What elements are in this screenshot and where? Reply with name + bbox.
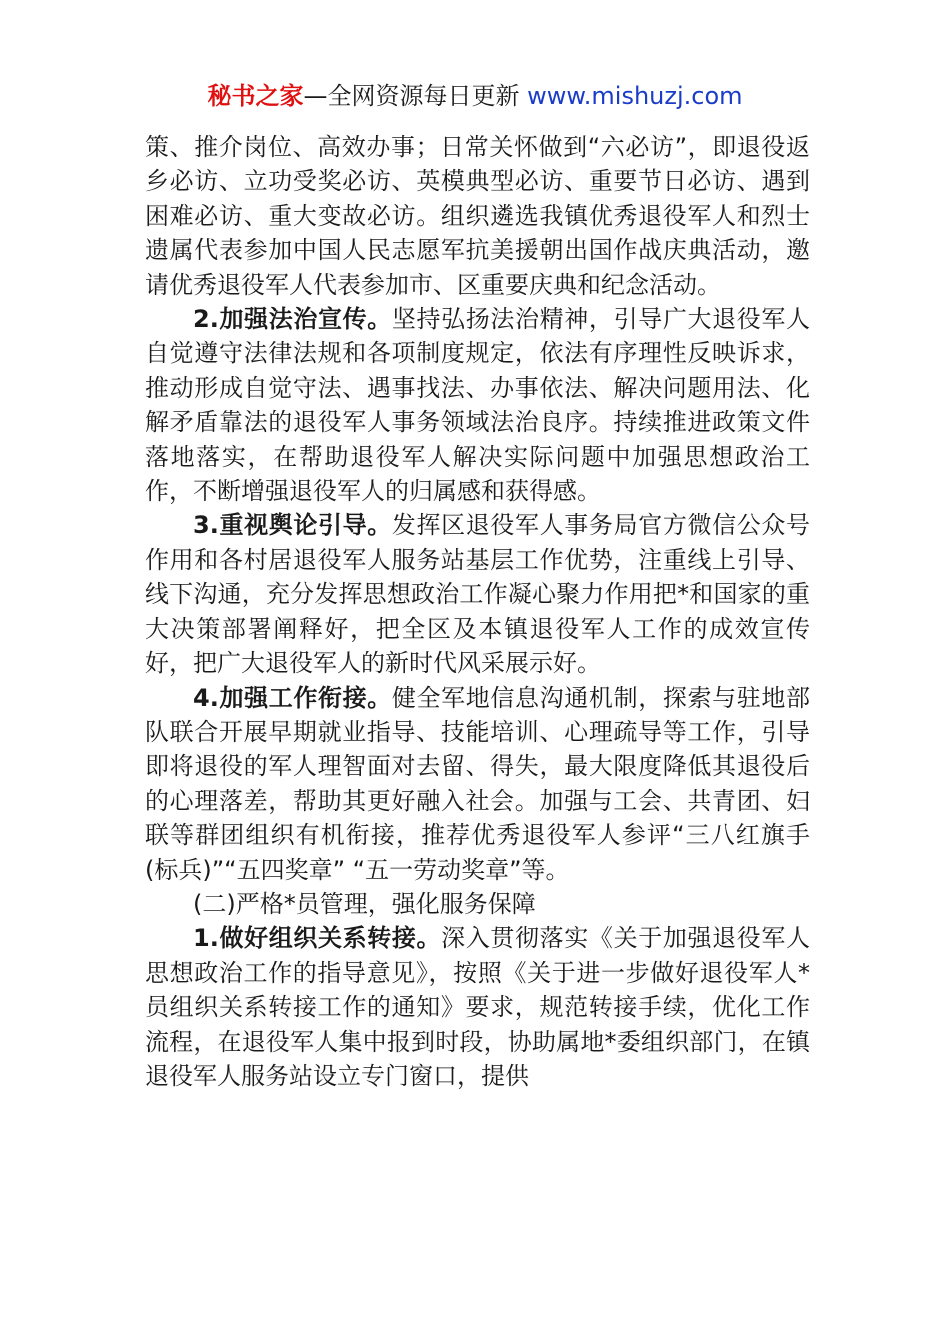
paragraph-public-opinion bbox=[145, 508, 810, 680]
paragraph-heading: 1.做好组织关系转接。 bbox=[193, 924, 442, 953]
paragraph-heading: 4.加强工作衔接。 bbox=[193, 683, 392, 712]
site-brand: 秘书之家 bbox=[207, 82, 304, 110]
paragraph-text: 坚持弘扬法治精神，引导广大退役军人自觉遵守法律法规和各项制度规定，依法有序理性反映诉求，推动形成自觉守法、遇事找法、办事依法、解决问题用法、化解矛盾靠法的退役军人事务领域法治良序。持续推进政策文件落地落实，在帮助退役军人解决实际问题中加强思想政治工作，不断增强退役军人的归属感和获得感。 bbox=[145, 305, 810, 506]
paragraph-heading: 3.重视舆论引导。 bbox=[193, 511, 392, 540]
site-tagline: —全网资源每日更新 bbox=[303, 82, 520, 110]
section-heading bbox=[145, 887, 810, 921]
paragraph-rule-of-law bbox=[145, 302, 810, 508]
paragraph-continuation bbox=[145, 130, 810, 302]
paragraph-heading: 2.加强法治宣传。 bbox=[193, 305, 392, 334]
paragraph-text: 策、推介岗位、高效办事；日常关怀做到“六必访”，即退役返乡必访、立功受奖必访、英模典型必访、重要节日必访、遇到困难必访、重大变故必访。组织遴选我镇优秀退役军人和烈士遗属代表参加中国人民志愿军抗美援朝出国作战庆典活动，邀请优秀退役军人代表参加市、区重要庆典和纪念活动。 bbox=[145, 133, 810, 299]
paragraph-text: 发挥区退役军人事务局官方微信公众号作用和各村居退役军人服务站基层工作优势，注重线上引导、线下沟通，充分发挥思想政治工作凝心聚力作用把*和国家的重大决策部署阐释好，把全区及本镇退役军人工作的成效宣传好，把广大退役军人的新时代风采展示好。 bbox=[145, 511, 810, 678]
section-heading-text: (二)严格*员管理，强化服务保障 bbox=[193, 889, 536, 918]
paragraph-text: 健全军地信息沟通机制，探索与驻地部队联合开展早期就业指导、技能培训、心理疏导等工作，引导即将退役的军人理智面对去留、得失，最大限度降低其退役后的心理落差，帮助其更好融入社会。加强与工会、共青团、妇联等群团组织有机衔接，推荐优秀退役军人参评“三八红旗手(标兵)”“五四奖章” “五一劳动奖章”等。 bbox=[145, 683, 810, 884]
document-body bbox=[145, 130, 810, 1093]
paragraph-work-connection bbox=[145, 681, 810, 887]
site-header bbox=[0, 80, 950, 112]
paragraph-organization-transfer bbox=[145, 921, 810, 1093]
paragraph-text: 深入贯彻落实《关于加强退役军人思想政治工作的指导意见》，按照《关于进一步做好退役军人*员组织关系转接工作的通知》要求，规范转接手续，优化工作流程，在退役军人集中报到时段，协助属地*委组织部门，在镇退役军人服务站设立专门窗口，提供 bbox=[145, 924, 810, 1090]
site-url-link[interactable]: www.mishuzj.com bbox=[527, 82, 743, 110]
